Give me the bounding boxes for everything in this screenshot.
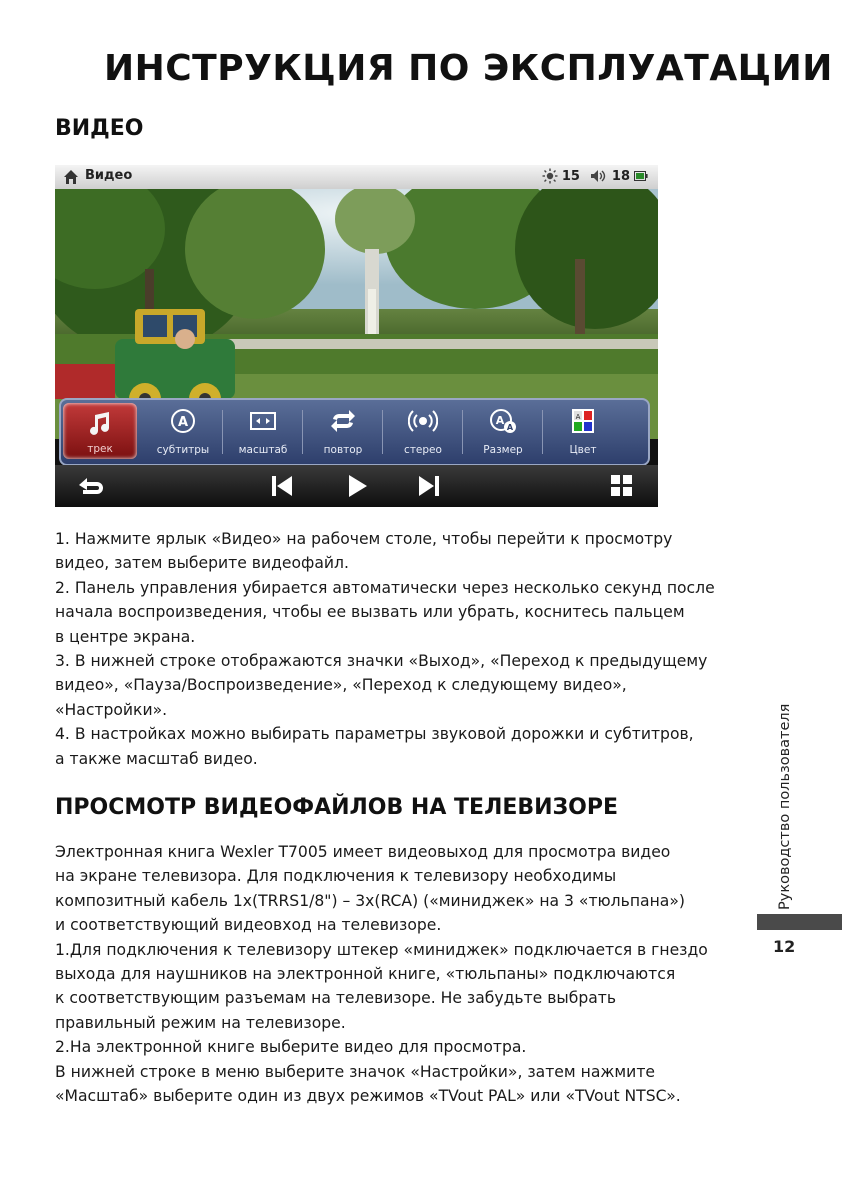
text-line: начала воспроизведения, чтобы ее вызвать или убрать, коснитесь пальцем [55,603,685,622]
text-line: В нижней строке в меню выберите значок «Настройки», затем нажмите [55,1062,655,1081]
svg-text:A: A [495,414,505,427]
status-bar [55,165,658,190]
side-tab-label: Руководство пользователя [777,703,793,910]
side-tab-marker [757,914,842,930]
page-number: 12 [773,937,796,956]
text-line: видео, затем выберите видеофайл. [55,554,349,573]
section-heading-video: ВИДЕО [55,116,144,141]
back-icon[interactable] [77,473,105,499]
text-line: 1. Нажмите ярлык «Видео» на рабочем столе, чтобы перейти к просмотру [55,530,673,548]
option-size[interactable] [463,400,543,464]
stereo-icon [408,408,438,434]
text-line: композитный кабель 1х(TRRS1/8") – 3х(RCA) («миниджек» на 3 «тюльпана») [55,891,685,910]
playback-bar [55,465,658,507]
text-line: а также масштаб видео. [55,749,258,768]
option-repeat[interactable] [303,400,383,464]
text-line: к соответствующим разъемам на телевизоре. Не забудьте выбрать [55,989,617,1008]
option-label: стерео [404,444,442,456]
brightness-icon [542,168,558,184]
play-icon[interactable] [343,473,371,499]
option-stereo[interactable] [383,400,463,464]
option-label: масштаб [238,444,288,456]
previous-track-icon[interactable] [268,473,296,499]
section-heading-tv: ПРОСМОТР ВИДЕОФАЙЛОВ НА ТЕЛЕВИЗОРЕ [55,795,619,820]
volume-icon [590,169,608,183]
svg-text:A: A [177,415,189,430]
text-line: на экране телевизора. Для подключения к телевизору необходимы [55,867,617,886]
settings-grid-icon[interactable] [608,473,636,499]
text-line: правильный режим на телевизоре. [55,1013,346,1032]
option-subtitles[interactable] [143,400,223,464]
home-icon [63,169,79,185]
option-label: субтитры [156,444,210,456]
brightness-value: 15 [561,168,580,184]
option-track[interactable] [63,403,137,459]
svg-text:A: A [506,423,514,432]
option-label: Размер [483,444,523,456]
text-line: 2.На электронной книге выберите видео для просмотра. [55,1038,527,1057]
font-size-icon [488,408,518,434]
status-title: Видео [85,168,133,183]
text-line: выхода для наушников на электронной книге, «тюльпаны» подключаются [55,965,676,984]
status-indicators [542,168,648,184]
tv-instructions [55,840,755,1108]
text-line: 4. В настройках можно выбирать параметры звуковой дорожки и субтитров, [55,725,694,744]
page-title: ИНСТРУКЦИЯ ПО ЭКСПЛУАТАЦИИ [104,48,833,89]
text-line: в центре экрана. [55,627,196,646]
text-line: и соответствующий видеовход на телевизоре. [55,916,442,935]
video-settings-panel [59,398,650,466]
text-line: «Масштаб» выберите один из двух режимов «TVout PAL» или «TVout NTSC». [55,1087,681,1106]
option-color[interactable] [543,400,623,464]
text-line: видео», «Пауза/Воспроизведение», «Переход к следующему видео», [55,676,627,695]
option-label: Цвет [569,444,597,456]
device-screenshot [55,165,658,507]
option-label: трек [87,443,113,455]
volume-value: 18 [611,168,630,184]
repeat-icon [328,408,358,434]
option-scale[interactable] [223,400,303,464]
svg-text:A: A [575,413,581,421]
option-label: повтор [323,444,363,456]
text-line: 1.Для подключения к телевизору штекер «миниджек» подключается в гнездо [55,940,708,959]
text-line: «Настройки». [55,700,168,719]
text-line: 3. В нижней строке отображаются значки «Выход», «Переход к предыдущему [55,652,708,671]
subtitles-icon [168,408,198,434]
side-tab [770,700,800,910]
music-note-icon [85,411,115,437]
scale-icon [248,408,278,434]
text-line: 2. Панель управления убирается автоматически через несколько секунд после [55,578,715,597]
video-instructions [55,527,755,771]
battery-icon [634,171,648,181]
text-line: Электронная книга Wexler T7005 имеет видеовыход для просмотра видео [55,843,671,861]
next-track-icon[interactable] [415,473,443,499]
color-icon [568,408,598,434]
